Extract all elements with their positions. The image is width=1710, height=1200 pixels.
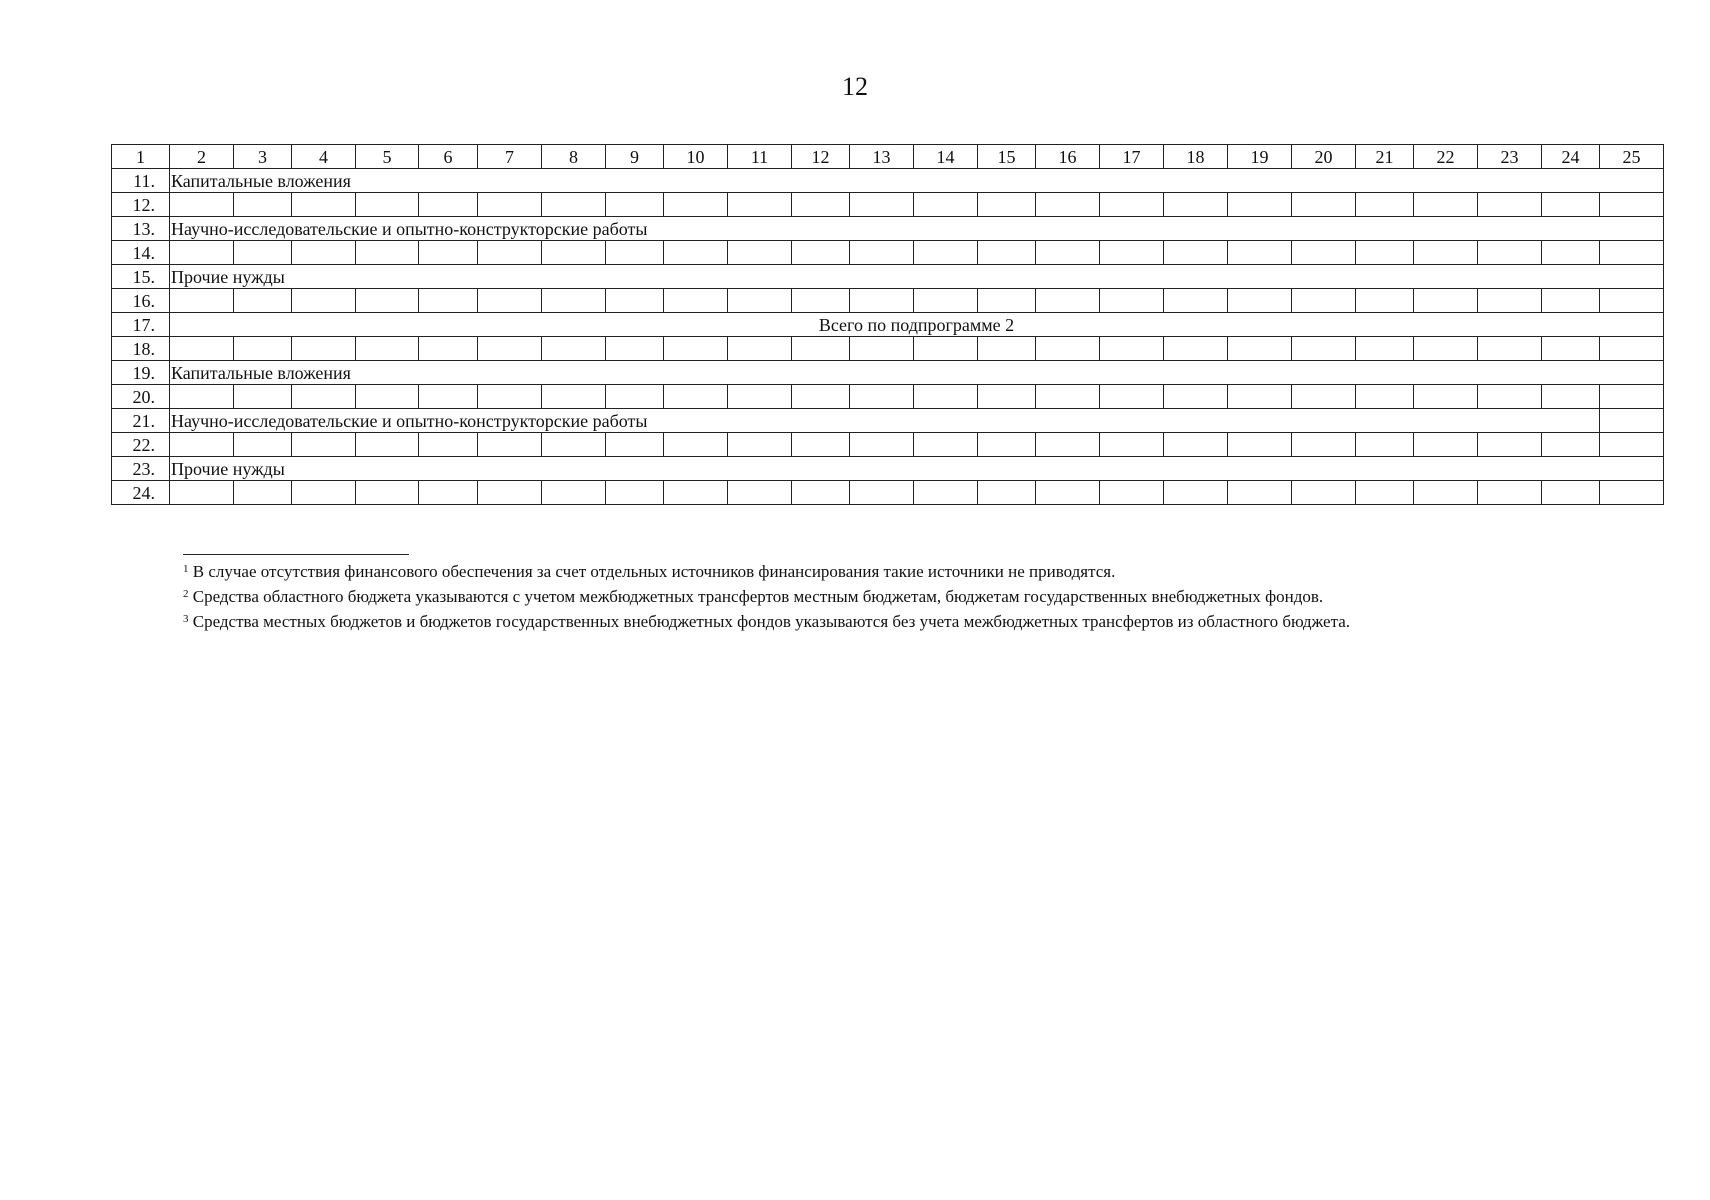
table-cell <box>1414 241 1478 265</box>
table-cell <box>1600 385 1664 409</box>
table-cell <box>792 385 850 409</box>
table-cell <box>1228 193 1292 217</box>
row-number: 11. <box>112 169 170 193</box>
table-cell <box>234 193 292 217</box>
table-cell <box>1600 409 1664 433</box>
section-label: Прочие нужды <box>170 265 1664 289</box>
table-cell <box>978 289 1036 313</box>
table-cell <box>1600 337 1664 361</box>
table-cell <box>1100 241 1164 265</box>
table-cell <box>170 193 234 217</box>
table-cell <box>1356 241 1414 265</box>
table-row <box>112 337 1664 361</box>
row-number: 18. <box>112 337 170 361</box>
subtotal-label: Всего по подпрограмме 2 <box>170 313 1664 337</box>
table-cell <box>292 481 356 505</box>
table-cell <box>850 193 914 217</box>
table-cell <box>664 481 728 505</box>
table-cell <box>606 289 664 313</box>
footnote-1 <box>183 558 1683 583</box>
table-cell <box>1356 289 1414 313</box>
table-cell <box>1292 241 1356 265</box>
table-row <box>112 217 1664 241</box>
table-cell <box>1036 337 1100 361</box>
table-cell <box>978 241 1036 265</box>
table-cell <box>978 337 1036 361</box>
table-cell <box>542 481 606 505</box>
table-cell <box>356 337 419 361</box>
column-number: 16 <box>1036 145 1100 169</box>
column-number: 19 <box>1228 145 1292 169</box>
table-cell <box>1414 385 1478 409</box>
table-cell <box>1356 433 1414 457</box>
table-cell <box>1036 289 1100 313</box>
column-number: 12 <box>792 145 850 169</box>
column-number: 20 <box>1292 145 1356 169</box>
table-cell <box>1414 193 1478 217</box>
table-cell <box>1478 433 1542 457</box>
column-number: 13 <box>850 145 914 169</box>
table-row <box>112 361 1664 385</box>
table-cell <box>419 289 478 313</box>
table-cell <box>419 433 478 457</box>
table-cell <box>850 337 914 361</box>
table-cell <box>170 433 234 457</box>
row-number: 23. <box>112 457 170 481</box>
table-cell <box>1478 337 1542 361</box>
table-cell <box>419 241 478 265</box>
column-number: 1 <box>112 145 170 169</box>
table-cell <box>606 385 664 409</box>
table-cell <box>606 241 664 265</box>
table-cell <box>234 433 292 457</box>
table-cell <box>978 433 1036 457</box>
table-cell <box>850 385 914 409</box>
table-cell <box>1100 337 1164 361</box>
row-number: 19. <box>112 361 170 385</box>
table-cell <box>356 193 419 217</box>
table-cell <box>1292 433 1356 457</box>
footnote-text: Средства областного бюджета указываются с учетом межбюджетных трансфертов местным бюджетам, бюджетам государственных внебюджетных фондов. <box>192 587 1324 606</box>
column-number: 7 <box>478 145 542 169</box>
table-cell <box>792 289 850 313</box>
footnote-2 <box>183 583 1683 608</box>
table-cell <box>1600 241 1664 265</box>
table-cell <box>606 193 664 217</box>
table-cell <box>664 193 728 217</box>
table-cell <box>728 241 792 265</box>
table-cell <box>419 385 478 409</box>
table-cell <box>1542 337 1600 361</box>
section-label: Прочие нужды <box>170 457 1664 481</box>
column-number: 17 <box>1100 145 1164 169</box>
table-cell <box>1228 385 1292 409</box>
row-number: 17. <box>112 313 170 337</box>
table-cell <box>978 385 1036 409</box>
footnote-text: В случае отсутствия финансового обеспечения за счет отдельных источников финансирования такие источники не приводятся. <box>192 562 1116 581</box>
table-cell <box>1414 481 1478 505</box>
table-cell <box>234 337 292 361</box>
table-cell <box>1036 385 1100 409</box>
table-row <box>112 313 1664 337</box>
table-cell <box>356 481 419 505</box>
table-cell <box>292 337 356 361</box>
column-number: 2 <box>170 145 234 169</box>
table-cell <box>170 289 234 313</box>
table-cell <box>1292 289 1356 313</box>
table-cell <box>978 193 1036 217</box>
table-cell <box>1036 481 1100 505</box>
section-label: Капитальные вложения <box>170 169 1664 193</box>
table-cell <box>234 241 292 265</box>
table-cell <box>664 337 728 361</box>
table-cell <box>292 433 356 457</box>
table-cell <box>419 337 478 361</box>
table-row <box>112 433 1664 457</box>
table-row <box>112 193 1664 217</box>
table-cell <box>1478 241 1542 265</box>
footnote-separator <box>183 554 409 555</box>
column-number: 15 <box>978 145 1036 169</box>
table-cell <box>850 289 914 313</box>
column-number: 14 <box>914 145 978 169</box>
table-cell <box>978 481 1036 505</box>
table-cell <box>1542 289 1600 313</box>
table-cell <box>1036 433 1100 457</box>
table-cell <box>542 337 606 361</box>
table-cell <box>1292 337 1356 361</box>
table-cell <box>792 337 850 361</box>
section-label: Научно-исследовательские и опытно-конструкторские работы <box>170 409 1600 433</box>
table-cell <box>292 289 356 313</box>
table-cell <box>914 433 978 457</box>
table-cell <box>1414 337 1478 361</box>
table-cell <box>1164 385 1228 409</box>
table-cell <box>914 481 978 505</box>
table-cell <box>914 337 978 361</box>
table-cell <box>356 241 419 265</box>
table-cell <box>356 289 419 313</box>
table-cell <box>1478 481 1542 505</box>
table-cell <box>914 289 978 313</box>
table-cell <box>478 289 542 313</box>
table-row <box>112 409 1664 433</box>
table-cell <box>1478 289 1542 313</box>
table-cell <box>850 433 914 457</box>
table-cell <box>728 385 792 409</box>
table-cell <box>1228 289 1292 313</box>
table-cell <box>292 193 356 217</box>
table-cell <box>1542 241 1600 265</box>
column-number: 18 <box>1164 145 1228 169</box>
table-cell <box>478 337 542 361</box>
row-number: 24. <box>112 481 170 505</box>
column-number: 25 <box>1600 145 1664 169</box>
table-cell <box>1228 481 1292 505</box>
budget-table <box>111 144 1664 505</box>
table-cell <box>1542 433 1600 457</box>
table-cell <box>1542 385 1600 409</box>
row-number: 14. <box>112 241 170 265</box>
table-cell <box>1414 289 1478 313</box>
table-cell <box>914 241 978 265</box>
footnotes <box>183 558 1683 633</box>
row-number: 20. <box>112 385 170 409</box>
table-cell <box>1600 193 1664 217</box>
table-cell <box>1356 481 1414 505</box>
table-cell <box>664 433 728 457</box>
column-number: 8 <box>542 145 606 169</box>
table-cell <box>728 433 792 457</box>
table-cell <box>478 481 542 505</box>
table-cell <box>234 289 292 313</box>
table-cell <box>542 385 606 409</box>
row-number: 15. <box>112 265 170 289</box>
table-cell <box>1164 337 1228 361</box>
table-cell <box>1164 433 1228 457</box>
table-cell <box>1600 481 1664 505</box>
table-cell <box>728 337 792 361</box>
table-header-row <box>112 145 1664 169</box>
table-cell <box>478 193 542 217</box>
table-cell <box>542 193 606 217</box>
table-cell <box>1356 385 1414 409</box>
column-number: 11 <box>728 145 792 169</box>
table-cell <box>1164 481 1228 505</box>
page-number: 12 <box>842 72 868 101</box>
table-cell <box>478 385 542 409</box>
table-cell <box>792 433 850 457</box>
column-number: 23 <box>1478 145 1542 169</box>
table-cell <box>234 385 292 409</box>
table-cell <box>914 193 978 217</box>
table-cell <box>292 241 356 265</box>
table-cell <box>1100 481 1164 505</box>
table-cell <box>1356 337 1414 361</box>
table-cell <box>728 193 792 217</box>
table-cell <box>1356 193 1414 217</box>
table-cell <box>170 481 234 505</box>
column-number: 22 <box>1414 145 1478 169</box>
row-number: 21. <box>112 409 170 433</box>
table-cell <box>1164 193 1228 217</box>
table-cell <box>1036 193 1100 217</box>
table-cell <box>419 481 478 505</box>
table-cell <box>1228 241 1292 265</box>
table-cell <box>728 289 792 313</box>
column-number: 10 <box>664 145 728 169</box>
table-cell <box>1164 289 1228 313</box>
table-row <box>112 457 1664 481</box>
column-number: 21 <box>1356 145 1414 169</box>
section-label: Капитальные вложения <box>170 361 1664 385</box>
row-number: 12. <box>112 193 170 217</box>
table-cell <box>478 433 542 457</box>
table-cell <box>1036 241 1100 265</box>
table-cell <box>792 193 850 217</box>
table-cell <box>356 433 419 457</box>
table-cell <box>1292 193 1356 217</box>
table-cell <box>792 481 850 505</box>
table-cell <box>606 337 664 361</box>
table-cell <box>914 385 978 409</box>
table-cell <box>1228 433 1292 457</box>
table-cell <box>664 385 728 409</box>
table-row <box>112 385 1664 409</box>
table-cell <box>664 289 728 313</box>
table-cell <box>1100 289 1164 313</box>
table-cell <box>234 481 292 505</box>
table-cell <box>1228 337 1292 361</box>
table-cell <box>542 289 606 313</box>
column-number: 3 <box>234 145 292 169</box>
column-number: 6 <box>419 145 478 169</box>
table-cell <box>1478 385 1542 409</box>
table-cell <box>606 433 664 457</box>
column-number: 4 <box>292 145 356 169</box>
table-cell <box>1100 433 1164 457</box>
row-number: 13. <box>112 217 170 241</box>
row-number: 22. <box>112 433 170 457</box>
row-number: 16. <box>112 289 170 313</box>
table-cell <box>1542 481 1600 505</box>
table-cell <box>1600 433 1664 457</box>
table-cell <box>356 385 419 409</box>
table-cell <box>542 433 606 457</box>
table-cell <box>1100 193 1164 217</box>
table-row <box>112 241 1664 265</box>
table-cell <box>1600 289 1664 313</box>
table-row <box>112 169 1664 193</box>
column-number: 24 <box>1542 145 1600 169</box>
table-cell <box>1100 385 1164 409</box>
table-cell <box>1164 241 1228 265</box>
table-cell <box>478 241 542 265</box>
table-cell <box>1292 481 1356 505</box>
column-number: 5 <box>356 145 419 169</box>
column-number: 9 <box>606 145 664 169</box>
footnote-mark: 2 <box>183 588 189 600</box>
table-cell <box>1292 385 1356 409</box>
table-cell <box>606 481 664 505</box>
table-cell <box>1478 193 1542 217</box>
table-cell <box>1542 193 1600 217</box>
footnote-text: Средства местных бюджетов и бюджетов государственных внебюджетных фондов указываются без учета межбюджетных трансфертов из областного бюджета. <box>192 612 1350 631</box>
table-cell <box>170 241 234 265</box>
table-cell <box>1414 433 1478 457</box>
table-cell <box>292 385 356 409</box>
table-cell <box>792 241 850 265</box>
footnote-mark: 3 <box>183 613 189 625</box>
table-cell <box>728 481 792 505</box>
table-cell <box>170 385 234 409</box>
table-row <box>112 289 1664 313</box>
footnote-mark: 1 <box>183 563 189 575</box>
section-label: Научно-исследовательские и опытно-конструкторские работы <box>170 217 1664 241</box>
table-row <box>112 265 1664 289</box>
table-cell <box>542 241 606 265</box>
table-cell <box>664 241 728 265</box>
table-cell <box>850 241 914 265</box>
table-cell <box>170 337 234 361</box>
footnote-3 <box>183 608 1683 633</box>
table-row <box>112 481 1664 505</box>
table-cell <box>419 193 478 217</box>
table-cell <box>850 481 914 505</box>
